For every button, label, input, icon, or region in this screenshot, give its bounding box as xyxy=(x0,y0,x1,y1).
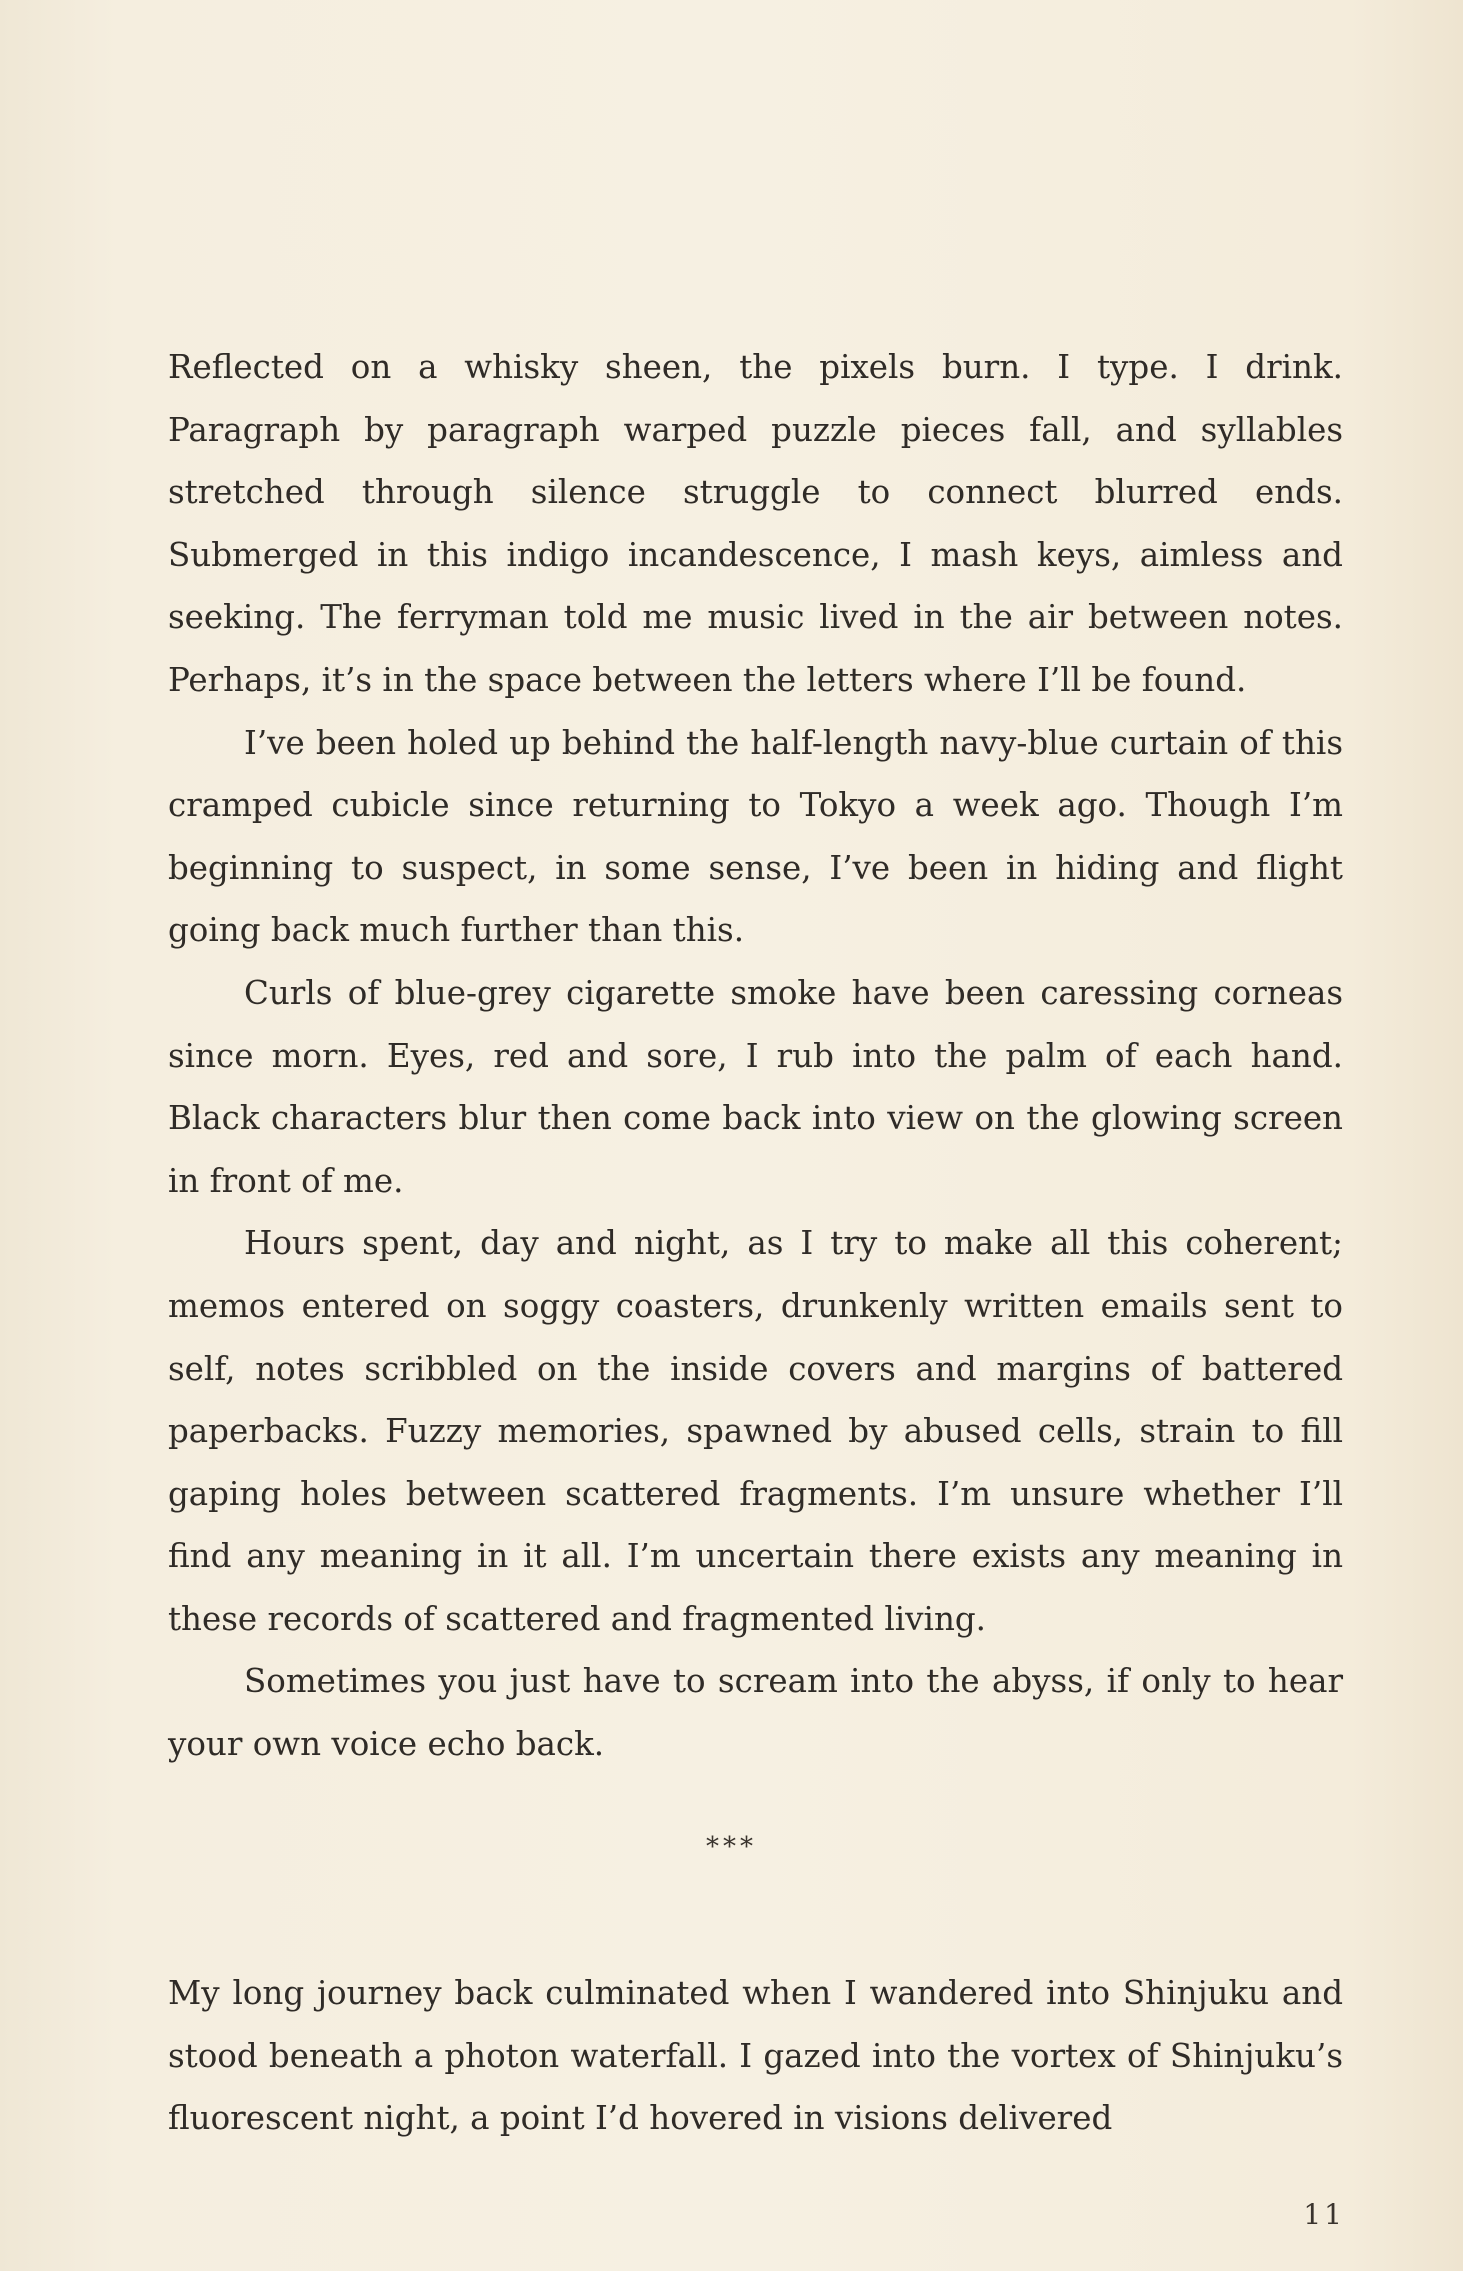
page-number: 11 xyxy=(1303,2198,1345,2231)
paragraph: Hours spent, day and night, as I try to make all this coherent; memos entered on soggy coasters, drunkenly written emails sent to self, notes scribbled on the inside covers and margins of battered paperbacks. Fuzzy memories, spawned by abused cells, strain to fill gaping holes between scattered fragments. I’m unsure whether I’ll find any meaning in it all. I’m uncertain there exists any meaning in these records of scattered and fragmented living. xyxy=(168,1224,1343,1638)
section-two xyxy=(168,1962,1343,2150)
paragraph: Sometimes you just have to scream into the abyss, if only to hear your own voice echo back. xyxy=(168,1662,1343,1764)
paragraph: Reflected on a whisky sheen, the pixels burn. I type. I drink. Paragraph by paragraph warped puzzle pieces fall, and syllables stretched through silence struggle to connect blurred ends. Submerged in this indigo incandescence, I mash keys, aimless and seeking. The ferryman told me music lived in the air between notes. Perhaps, it’s in the space between the letters where I’ll be found. xyxy=(168,348,1343,699)
section-one xyxy=(168,336,1343,1776)
section-separator: *** xyxy=(706,1832,757,1862)
paragraph: I’ve been holed up behind the half-length navy-blue curtain of this cramped cubicle since returning to Tokyo a week ago. Though I’m beginning to suspect, in some sense, I’ve been in hiding and flight going back much further than this. xyxy=(168,723,1343,950)
paragraph: My long journey back culminated when I wandered into Shinjuku and stood beneath a photon waterfall. I gazed into the vortex of Shinjuku’s fluorescent night, a point I’d hovered in visions delivered xyxy=(168,1974,1343,2138)
paragraph: Curls of blue-grey cigarette smoke have been caressing corneas since morn. Eyes, red and sore, I rub into the palm of each hand. Black characters blur then come back into view on the glowing screen in front of me. xyxy=(168,973,1343,1200)
